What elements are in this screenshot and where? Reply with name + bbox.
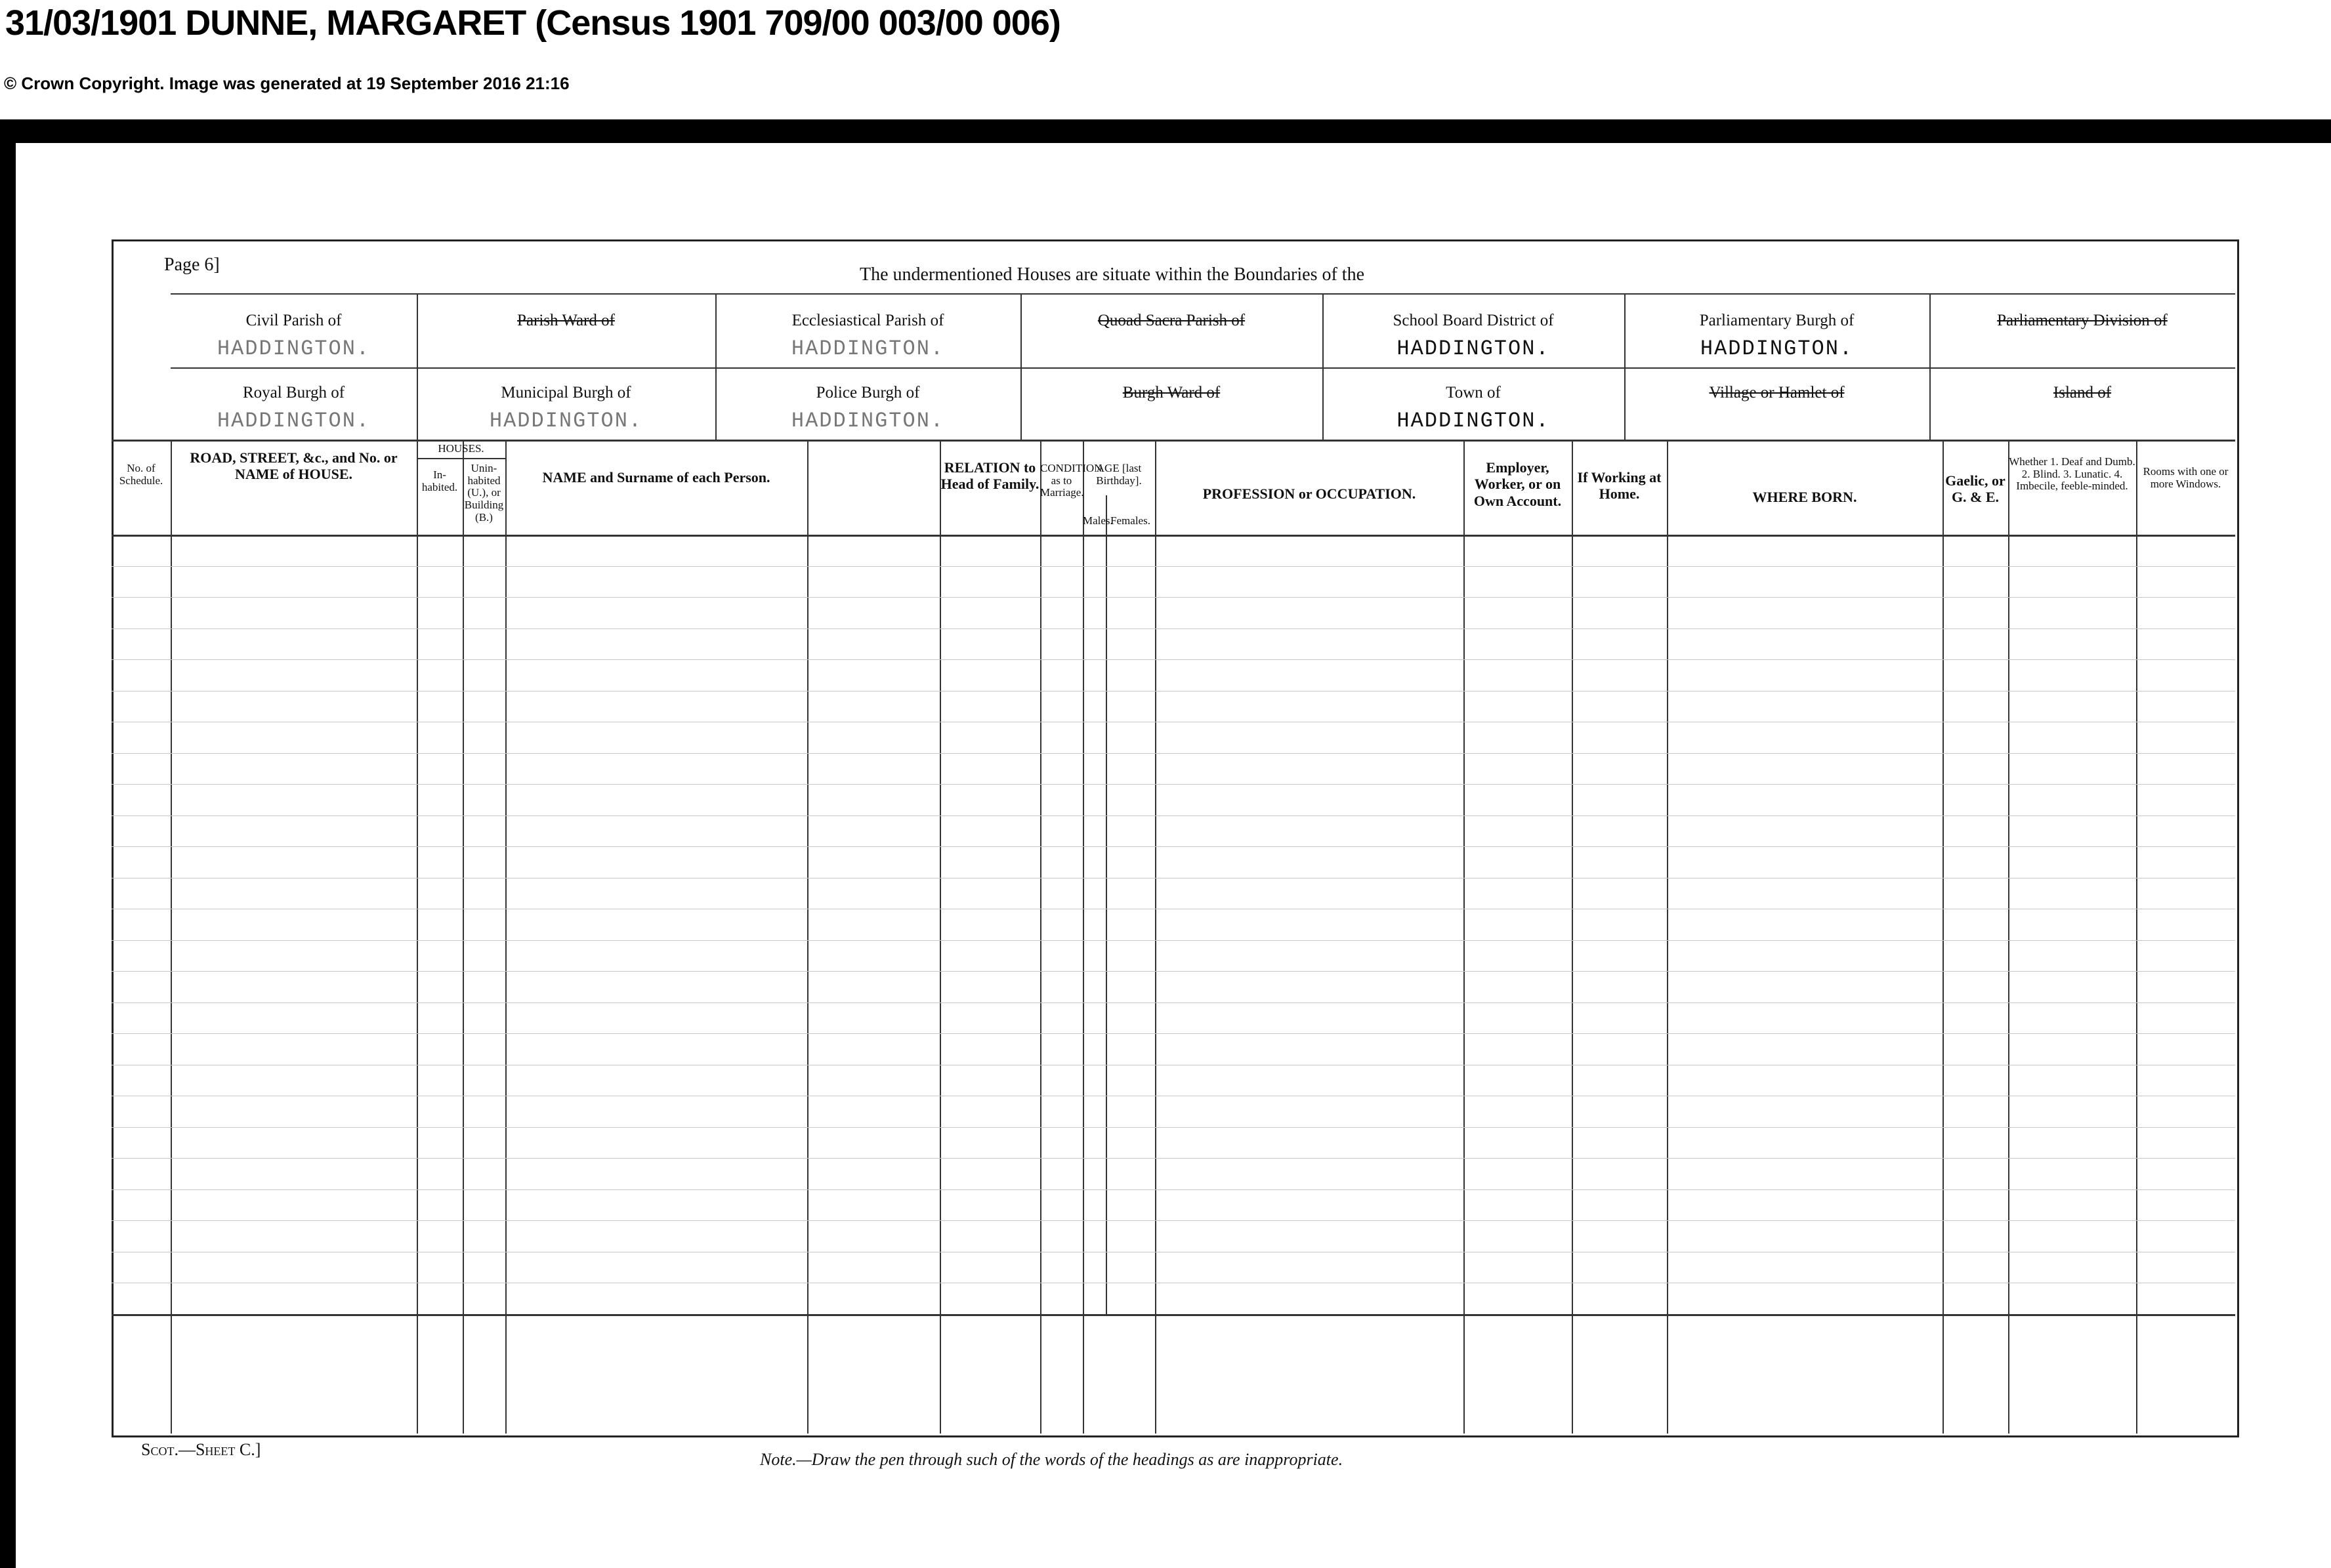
- district-label: Burgh Ward of: [1122, 384, 1221, 402]
- district-value: HADDINGTON.: [1396, 337, 1550, 361]
- boundary-intro: The undermentioned Houses are situate within the Boundaries of the: [860, 264, 1365, 285]
- totals-divider: [112, 1314, 2235, 1316]
- district-value: HADDINGTON.: [791, 409, 945, 433]
- column-divider: [807, 440, 808, 1434]
- row-rule: [112, 815, 2235, 816]
- district-label: Police Burgh of: [816, 384, 920, 402]
- row-rule: [112, 846, 2235, 847]
- col-females: Females.: [1110, 514, 1150, 527]
- col-born: WHERE BORN.: [1752, 489, 1857, 505]
- row-rule: [112, 1002, 2235, 1003]
- col-males: Males.: [1083, 514, 1113, 527]
- record-title: 31/03/1901 DUNNE, MARGARET (Census 1901 709/00 003/00 006): [5, 3, 1060, 43]
- col-name: NAME and Surname of each Person.: [542, 469, 770, 485]
- col-gaelic: Gaelic, or G. & E.: [1945, 472, 2006, 506]
- column-divider: [463, 440, 464, 1434]
- district-label: Civil Parish of: [245, 312, 342, 329]
- district-label: Municipal Burgh of: [501, 384, 631, 402]
- district-label: Parliamentary Burgh of: [1699, 312, 1855, 329]
- copyright-notice: © Crown Copyright. Image was generated at 19 September 2016 21:16: [4, 73, 570, 93]
- left-edge-band: [0, 143, 16, 1568]
- district-label: School Board District of: [1393, 312, 1554, 329]
- row-rule: [112, 1220, 2235, 1221]
- row-rule: [112, 659, 2235, 660]
- row-rule: [112, 1127, 2235, 1128]
- column-divider: [1463, 440, 1465, 1434]
- age-divider: [1106, 495, 1107, 1314]
- census-sheet: [112, 239, 2238, 1437]
- district-value: HADDINGTON.: [217, 337, 371, 361]
- column-divider: [1155, 440, 1156, 1434]
- column-divider: [1667, 440, 1668, 1434]
- district-label: Village or Hamlet of: [1709, 384, 1845, 402]
- houses-underline: [417, 458, 505, 459]
- page-number: Page 6]: [164, 255, 220, 275]
- column-divider: [1572, 440, 1573, 1434]
- row-rule: [112, 940, 2235, 941]
- col-uninhabited: Unin-habited (U.), or Building (B.): [464, 462, 504, 524]
- col-houses: HOUSES.: [438, 442, 484, 455]
- sheet-footer: Scot.—Sheet C.]: [141, 1440, 261, 1459]
- col-occupation: PROFESSION or OCCUPATION.: [1202, 485, 1416, 502]
- top-band: [0, 119, 2331, 143]
- col-deaf: Whether 1. Deaf and Dumb. 2. Blind. 3. Lunatic. 4. Imbecile, feeble-minded.: [2009, 455, 2135, 493]
- district-label: Town of: [1446, 384, 1501, 402]
- column-divider: [417, 440, 418, 1434]
- row-rule: [112, 1033, 2235, 1034]
- col-relation: RELATION to Head of Family.: [940, 459, 1040, 493]
- row-rule: [112, 1158, 2235, 1159]
- column-divider: [2136, 440, 2137, 1434]
- district-label: Parish Ward of: [517, 312, 615, 329]
- row-rule: [112, 597, 2235, 598]
- row-rule: [112, 566, 2235, 567]
- row-rule: [112, 753, 2235, 754]
- col-home: If Working at Home.: [1577, 469, 1662, 503]
- district-label: Royal Burgh of: [242, 384, 345, 402]
- column-divider: [505, 440, 507, 1434]
- row-rule: [112, 1189, 2235, 1190]
- column-divider: [1942, 440, 1944, 1434]
- col-inhabited: In-habited.: [421, 468, 458, 493]
- district-value: HADDINGTON.: [1700, 337, 1854, 361]
- district-value: HADDINGTON.: [791, 337, 945, 361]
- district-label: Ecclesiastical Parish of: [791, 312, 944, 329]
- col-age: AGE [last Birthday].: [1096, 462, 1142, 487]
- row-rule: [112, 971, 2235, 972]
- district-value: HADDINGTON.: [489, 409, 643, 433]
- col-schedule: No. of Schedule.: [119, 462, 163, 487]
- column-divider: [1083, 440, 1084, 1434]
- district-label: Quoad Sacra Parish of: [1097, 312, 1246, 329]
- district-value: HADDINGTON.: [217, 409, 371, 433]
- col-employer: Employer, Worker, or on Own Account.: [1473, 459, 1562, 509]
- column-divider: [940, 440, 941, 1434]
- col-condition: CONDITION as to Marriage.: [1040, 462, 1102, 499]
- row-rule: [112, 784, 2235, 785]
- col-road: ROAD, STREET, &c., and No. or NAME of HOUSE.: [190, 449, 398, 483]
- header-underline: [112, 535, 2235, 537]
- district-value: HADDINGTON.: [1396, 409, 1550, 433]
- column-divider: [171, 440, 172, 1434]
- column-divider: [1040, 440, 1041, 1434]
- column-divider: [2008, 440, 2009, 1434]
- heading-note: Note.—Draw the pen through such of the words of the headings as are inappropriate.: [760, 1450, 1343, 1469]
- col-rooms: Rooms with one or more Windows.: [2143, 465, 2229, 490]
- district-label: Island of: [2053, 384, 2112, 402]
- district-label: Parliamentary Division of: [1997, 312, 2168, 329]
